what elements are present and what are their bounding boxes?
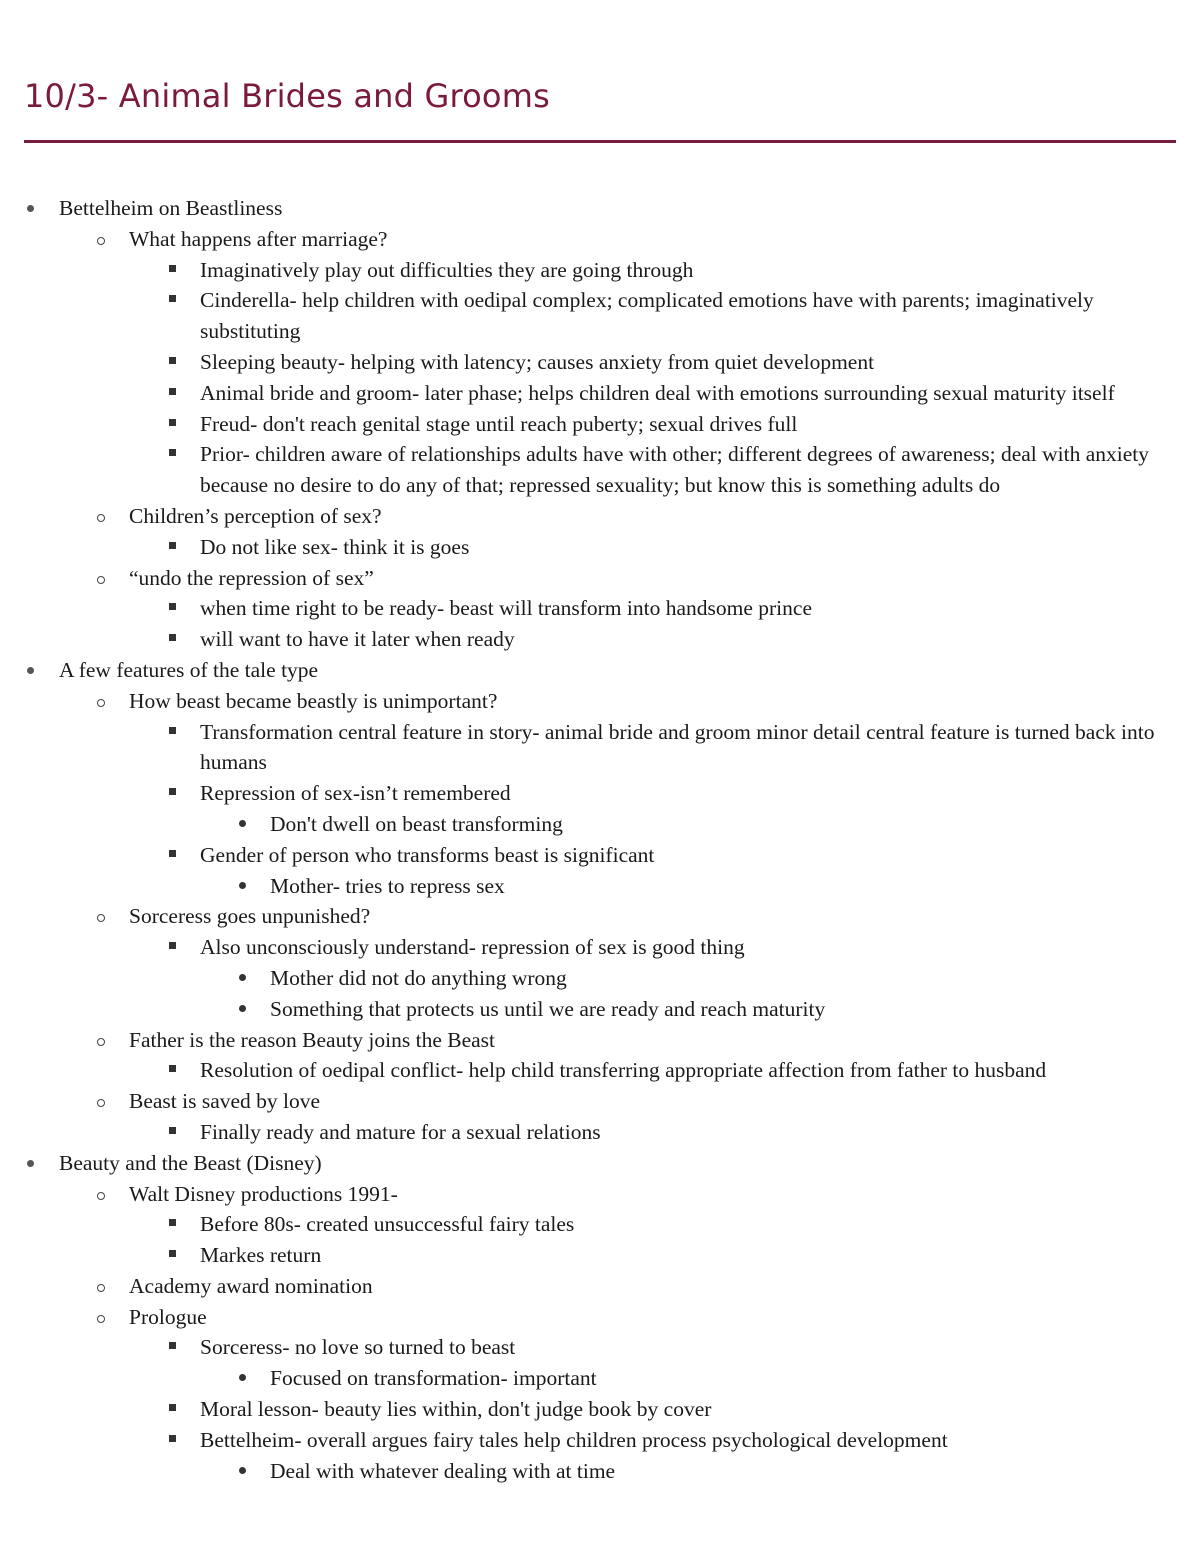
list-item-level-3 bbox=[0, 255, 1200, 286]
bullet-disc-icon bbox=[24, 655, 38, 686]
list-item-text: Do not like sex- think it is goes bbox=[200, 534, 470, 559]
list-item-level-3 bbox=[0, 624, 1200, 655]
list-item-level-1 bbox=[0, 1148, 1200, 1179]
list-item-level-3 bbox=[0, 840, 1200, 871]
bullet-square-icon bbox=[166, 1055, 180, 1086]
list-item-level-2 bbox=[0, 901, 1200, 932]
list-item-level-3 bbox=[0, 285, 1200, 347]
bullet-square-icon bbox=[166, 347, 180, 378]
title-underline bbox=[24, 140, 1176, 143]
list-item-text: Walt Disney productions 1991- bbox=[129, 1181, 398, 1206]
list-item-text: Beast is saved by love bbox=[129, 1089, 321, 1114]
bullet-circle-icon bbox=[95, 686, 109, 717]
list-item-level-3 bbox=[0, 347, 1200, 378]
list-item-level-3 bbox=[0, 717, 1200, 779]
list-item-level-3 bbox=[0, 1394, 1200, 1425]
bullet-square-icon bbox=[166, 1209, 180, 1240]
list-item-text: Mother did not do anything wrong bbox=[270, 965, 567, 990]
list-item-level-3 bbox=[0, 1425, 1200, 1456]
list-item-text: “undo the repression of sex” bbox=[129, 565, 374, 590]
list-item-level-2 bbox=[0, 1271, 1200, 1302]
list-item-level-2 bbox=[0, 686, 1200, 717]
bullet-circle-icon bbox=[95, 901, 109, 932]
list-item-text: Imaginatively play out difficulties they are going through bbox=[200, 257, 694, 282]
list-item-text: when time right to be ready- beast will transform into handsome prince bbox=[200, 596, 812, 621]
list-item-level-3 bbox=[0, 1055, 1200, 1086]
notes-outline bbox=[0, 193, 1200, 1486]
list-item-text: Before 80s- created unsuccessful fairy tales bbox=[200, 1212, 575, 1237]
list-item-level-3 bbox=[0, 409, 1200, 440]
bullet-circle-icon bbox=[95, 1086, 109, 1117]
list-item-level-4 bbox=[0, 809, 1200, 840]
bullet-square-icon bbox=[166, 932, 180, 963]
list-item-text: Animal bride and groom- later phase; helps children deal with emotions surrounding sexual maturity itself bbox=[200, 380, 1115, 405]
list-item-level-3 bbox=[0, 1332, 1200, 1363]
list-item-level-4 bbox=[0, 963, 1200, 994]
list-item-text: A few features of the tale type bbox=[59, 657, 319, 682]
list-item-text: Bettelheim on Beastliness bbox=[59, 196, 283, 220]
list-item-text: Moral lesson- beauty lies within, don't judge book by cover bbox=[200, 1397, 712, 1422]
bullet-square-icon bbox=[166, 778, 180, 809]
list-item-text: What happens after marriage? bbox=[129, 226, 388, 251]
list-item-level-2 bbox=[0, 224, 1200, 255]
list-item-text: Prior- children aware of relationships adults have with other; different degrees of awareness; deal with anxiety because no desire to do any of that; repressed sexuality; but know this is something adults do bbox=[200, 442, 1150, 498]
list-item-level-2 bbox=[0, 501, 1200, 532]
bullet-dot-icon bbox=[236, 994, 250, 1025]
list-item-level-4 bbox=[0, 994, 1200, 1025]
bullet-dot-icon bbox=[236, 871, 250, 902]
list-item-text: Also unconsciously understand- repression of sex is good thing bbox=[200, 935, 745, 960]
list-item-text: Sorceress- no love so turned to beast bbox=[200, 1335, 516, 1360]
bullet-square-icon bbox=[166, 285, 180, 316]
list-item-level-3 bbox=[0, 778, 1200, 809]
list-item-text: Cinderella- help children with oedipal complex; complicated emotions have with parents; imaginatively substituting bbox=[200, 288, 1094, 344]
list-item-level-4 bbox=[0, 1363, 1200, 1394]
bullet-square-icon bbox=[166, 378, 180, 409]
bullet-circle-icon bbox=[95, 1302, 109, 1333]
list-item-level-1 bbox=[0, 193, 1200, 224]
bullet-square-icon bbox=[166, 840, 180, 871]
bullet-square-icon bbox=[166, 624, 180, 655]
list-item-level-3 bbox=[0, 532, 1200, 563]
bullet-circle-icon bbox=[95, 563, 109, 594]
list-item-text: Focused on transformation- important bbox=[270, 1366, 597, 1391]
list-item-text: Children’s perception of sex? bbox=[129, 503, 382, 528]
bullet-dot-icon bbox=[236, 963, 250, 994]
list-item-level-4 bbox=[0, 871, 1200, 902]
bullet-square-icon bbox=[166, 439, 180, 470]
bullet-square-icon bbox=[166, 1117, 180, 1148]
list-item-level-3 bbox=[0, 932, 1200, 963]
bullet-circle-icon bbox=[95, 1025, 109, 1056]
list-item-text: Something that protects us until we are ready and reach maturity bbox=[270, 996, 826, 1021]
list-item-level-1 bbox=[0, 655, 1200, 686]
bullet-circle-icon bbox=[95, 501, 109, 532]
bullet-dot-icon bbox=[236, 1456, 250, 1487]
bullet-square-icon bbox=[166, 717, 180, 748]
list-item-text: Bettelheim- overall argues fairy tales help children process psychological development bbox=[200, 1427, 948, 1452]
bullet-dot-icon bbox=[236, 1363, 250, 1394]
list-item-text: Mother- tries to repress sex bbox=[270, 873, 505, 898]
list-item-level-2 bbox=[0, 1025, 1200, 1056]
list-item-level-3 bbox=[0, 1117, 1200, 1148]
bullet-circle-icon bbox=[95, 1271, 109, 1302]
list-item-level-2 bbox=[0, 1179, 1200, 1210]
bullet-circle-icon bbox=[95, 224, 109, 255]
bullet-square-icon bbox=[166, 409, 180, 440]
list-item-text: Resolution of oedipal conflict- help child transferring appropriate affection from father to husband bbox=[200, 1058, 1047, 1083]
list-item-level-3 bbox=[0, 1240, 1200, 1271]
list-item-text: Beauty and the Beast (Disney) bbox=[59, 1150, 322, 1175]
bullet-square-icon bbox=[166, 1240, 180, 1271]
bullet-disc-icon bbox=[24, 1148, 38, 1179]
list-item-text: Sorceress goes unpunished? bbox=[129, 904, 371, 929]
list-item-level-2 bbox=[0, 563, 1200, 594]
list-item-text: Don't dwell on beast transforming bbox=[270, 811, 563, 836]
bullet-square-icon bbox=[166, 1394, 180, 1425]
bullet-square-icon bbox=[166, 255, 180, 286]
bullet-disc-icon bbox=[24, 193, 38, 224]
list-item-level-3 bbox=[0, 1209, 1200, 1240]
list-item-level-2 bbox=[0, 1302, 1200, 1333]
list-item-level-3 bbox=[0, 439, 1200, 501]
list-item-level-2 bbox=[0, 1086, 1200, 1117]
list-item-text: Deal with whatever dealing with at time bbox=[270, 1458, 616, 1483]
list-item-text: Gender of person who transforms beast is significant bbox=[200, 842, 655, 867]
bullet-circle-icon bbox=[95, 1179, 109, 1210]
page-title: 10/3- Animal Brides and Grooms bbox=[24, 77, 550, 115]
list-item-text: Finally ready and mature for a sexual relations bbox=[200, 1119, 601, 1144]
list-item-level-3 bbox=[0, 378, 1200, 409]
list-item-text: Transformation central feature in story- animal bride and groom minor detail central feature is turned back into humans bbox=[200, 719, 1155, 775]
list-item-text: Academy award nomination bbox=[129, 1273, 373, 1298]
list-item-text: Prologue bbox=[129, 1304, 207, 1329]
list-item-text: Repression of sex-isn’t remembered bbox=[200, 781, 511, 806]
list-item-text: Sleeping beauty- helping with latency; causes anxiety from quiet development bbox=[200, 349, 875, 374]
list-item-text: Father is the reason Beauty joins the Beast bbox=[129, 1027, 496, 1052]
bullet-square-icon bbox=[166, 1332, 180, 1363]
list-item-level-3 bbox=[0, 593, 1200, 624]
list-item-text: will want to have it later when ready bbox=[200, 627, 515, 652]
bullet-dot-icon bbox=[236, 809, 250, 840]
list-item-text: How beast became beastly is unimportant? bbox=[129, 688, 498, 713]
list-item-text: Markes return bbox=[200, 1243, 322, 1268]
bullet-square-icon bbox=[166, 1425, 180, 1456]
list-item-text: Freud- don't reach genital stage until reach puberty; sexual drives full bbox=[200, 411, 798, 436]
bullet-square-icon bbox=[166, 532, 180, 563]
list-item-level-4 bbox=[0, 1456, 1200, 1487]
bullet-square-icon bbox=[166, 593, 180, 624]
